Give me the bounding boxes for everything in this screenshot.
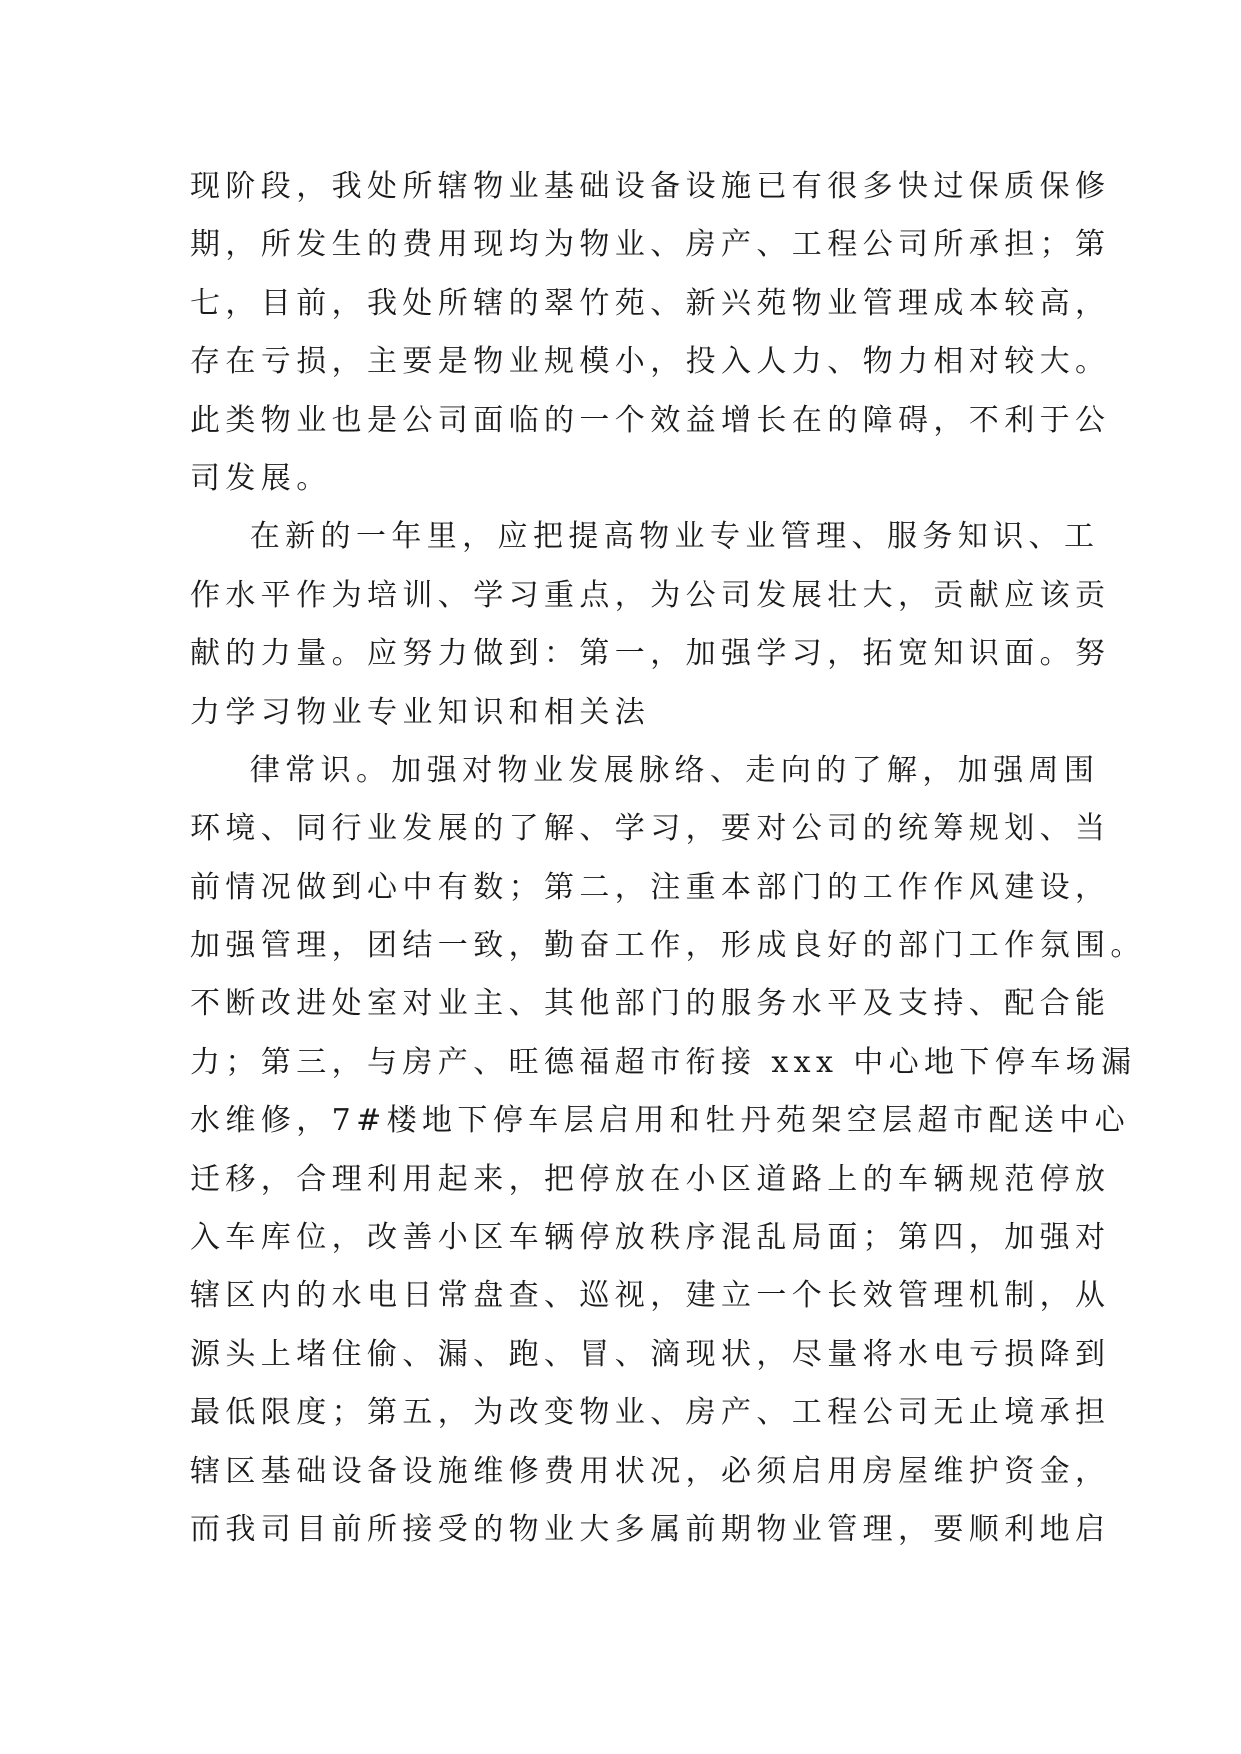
text-line: 最低限度；第五，为改变物业、房产、工程公司无止境承担 <box>190 1395 1111 1431</box>
text-line: 力学习物业专业知识和相关法 <box>190 694 651 730</box>
text-line: 司发展。 <box>190 460 332 496</box>
text-line: 而我司目前所接受的物业大多属前期物业管理，要顺利地启 <box>190 1511 1111 1547</box>
text-line: 源头上堵住偷、漏、跑、冒、滴现状，尽量将水电亏损降到 <box>190 1336 1111 1372</box>
text-line: 现阶段，我处所辖物业基础设备设施已有很多快过保质保修 <box>190 169 1111 204</box>
text-line: 力；第三，与房产、旺德福超市衔接 xxx 中心地下停车场漏 <box>190 1044 1137 1080</box>
text-line: 迁移，合理利用起来，把停放在小区道路上的车辆规范停放 <box>190 1161 1111 1197</box>
text-line: 在新的一年里，应把提高物业专业管理、服务知识、工 <box>190 519 1100 555</box>
text-line: 前情况做到心中有数；第二，注重本部门的工作作风建设， <box>190 869 1111 905</box>
text-line: 献的力量。应努力做到：第一，加强学习，拓宽知识面。努 <box>190 636 1111 672</box>
text-line: 律常识。加强对物业发展脉络、走向的了解，加强周围 <box>190 752 1100 788</box>
text-line: 辖区内的水电日常盘查、巡视，建立一个长效管理机制，从 <box>190 1278 1111 1314</box>
text-line: 水维修，7#楼地下停车层启用和牡丹苑架空层超市配送中心 <box>190 1103 1131 1139</box>
text-line: 入车库位，改善小区车辆停放秩序混乱局面；第四，加强对 <box>190 1220 1111 1256</box>
body-text <box>190 158 1146 1559</box>
text-line: 七，目前，我处所辖的翠竹苑、新兴苑物业管理成本较高， <box>190 285 1111 321</box>
text-line: 环境、同行业发展的了解、学习，要对公司的统筹规划、当 <box>190 811 1111 847</box>
text-line: 辖区基础设备设施维修费用状况，必须启用房屋维护资金， <box>190 1453 1111 1489</box>
text-line: 存在亏损，主要是物业规模小，投入人力、物力相对较大。 <box>190 344 1111 380</box>
text-line: 期，所发生的费用现均为物业、房产、工程公司所承担；第 <box>190 227 1111 263</box>
text-line: 加强管理，团结一致，勤奋工作，形成良好的部门工作氛围。 <box>190 928 1146 964</box>
text-line: 作水平作为培训、学习重点，为公司发展壮大，贡献应该贡 <box>190 577 1111 613</box>
text-line: 此类物业也是公司面临的一个效益增长在的障碍，不利于公 <box>190 402 1111 438</box>
text-line: 不断改进处室对业主、其他部门的服务水平及支持、配合能 <box>190 986 1111 1022</box>
